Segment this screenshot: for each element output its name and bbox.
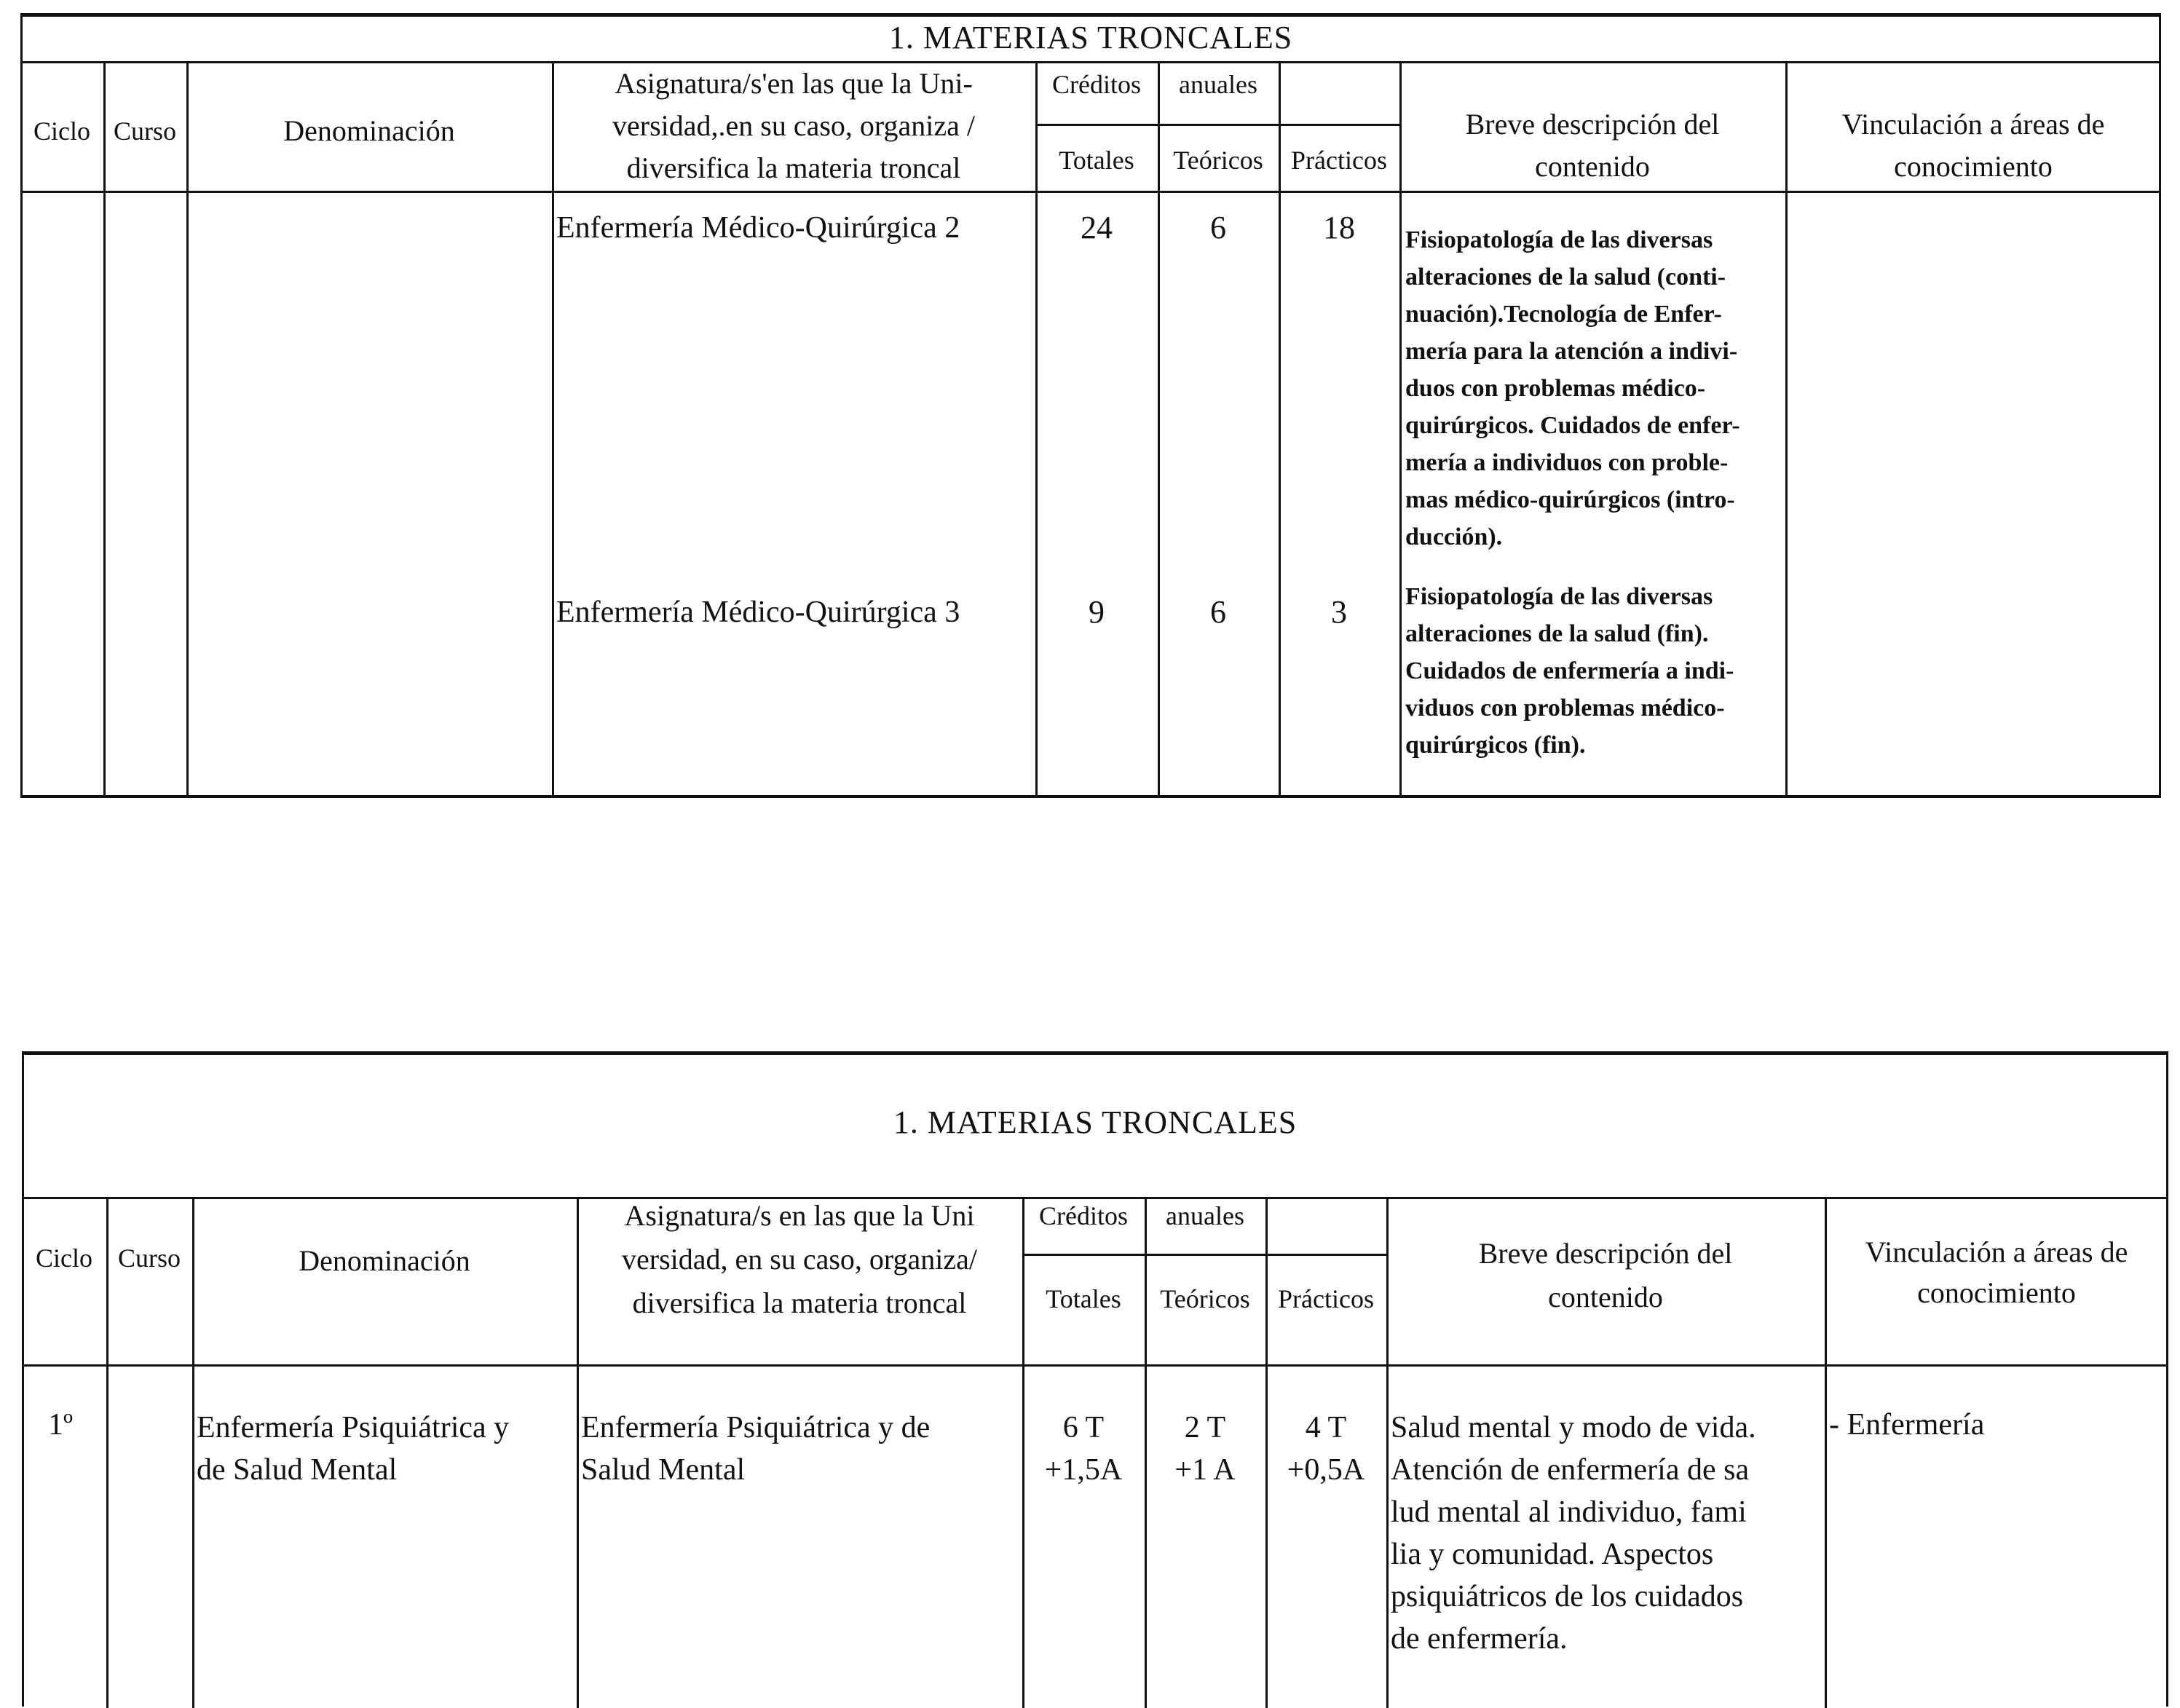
descripcion-cell: Fisiopatología de las diversas alteraciones de la salud (conti- nuación).Tecnología de Enfer- mería para la atención a indivi- duos con problemas médico- quirúrgicos. Cuidados de enfer- mería a individuos con proble- mas médico-quirúrgicos (intro- ducción).	[1405, 226, 1740, 550]
denominacion-cell: Enfermería Psiquiátrica y de Salud Mental	[197, 1411, 510, 1487]
header-descripcion: Breve descripción del contenido	[1478, 1237, 1733, 1313]
teoricos-cell: 2 T +1 A	[1174, 1411, 1236, 1487]
teoricos-cell: 6	[1210, 594, 1226, 630]
table-title: 1. MATERIAS TRONCALES	[888, 20, 1293, 55]
asignatura-cell: Enfermería Psiquiátrica y de Salud Mental	[581, 1411, 931, 1487]
header-practicos: Prácticos	[1278, 1284, 1374, 1313]
header-totales: Totales	[1046, 1284, 1121, 1313]
divider	[1022, 1254, 1386, 1256]
header-asignatura: Asignatura/s'en las que la Uni- versidad,.en su caso, organiza / diversifica la materia troncal	[612, 67, 975, 184]
table-1-bottom-border	[20, 795, 2161, 798]
totales-cell: 6 T +1,5A	[1044, 1411, 1123, 1487]
header-vinculacion: Vinculación a áreas de conocimiento	[1865, 1235, 2128, 1309]
header-creditos: Créditos	[1052, 70, 1141, 99]
header-curso: Curso	[113, 116, 176, 146]
asignatura-cell: Enfermería Médico-Quirúrgica 2	[556, 211, 960, 245]
practicos-cell: 3	[1331, 594, 1347, 630]
totales-cell: 9	[1089, 594, 1105, 630]
practicos-cell: 4 T +0,5A	[1287, 1411, 1365, 1487]
practicos-cell: 18	[1323, 210, 1355, 245]
header-teoricos: Teóricos	[1173, 146, 1263, 175]
totales-cell: 24	[1081, 210, 1113, 245]
asignatura-cell: Enfermería Médico-Quirúrgica 3	[556, 596, 960, 629]
header-vinculacion: Vinculación a áreas de conocimiento	[1841, 108, 2105, 183]
header-descripcion: Breve descripción del contenido	[1465, 108, 1720, 183]
ciclo-cell: 1º	[48, 1408, 74, 1442]
header-teoricos: Teóricos	[1160, 1284, 1250, 1313]
table-title: 1. MATERIAS TRONCALES	[893, 1104, 1298, 1140]
divider	[22, 1364, 2168, 1367]
header-practicos: Prácticos	[1291, 146, 1387, 175]
divider	[186, 61, 189, 796]
divider	[20, 191, 2161, 193]
header-ciclo: Ciclo	[36, 1244, 92, 1273]
divider	[103, 61, 106, 796]
header-creditos: Créditos	[1039, 1201, 1128, 1230]
header-denominacion: Denominación	[299, 1244, 470, 1277]
table-materias-troncales-2	[22, 1051, 2168, 1707]
header-totales: Totales	[1059, 146, 1134, 175]
header-anuales: anuales	[1166, 1201, 1244, 1230]
descripcion-cell: Salud mental y modo de vida. Atención de enfermería de sa lud mental al individuo, fami lia y comunidad. Aspectos psiquiátricos de los cuidados de enfermería.	[1391, 1411, 1756, 1656]
header-ciclo: Ciclo	[33, 116, 90, 146]
descripcion-cell: Fisiopatología de las diversas alteraciones de la salud (fin). Cuidados de enfermería a indi- viduos con problemas médico- quirúrgicos (fin).	[1405, 583, 1734, 759]
header-denominacion: Denominación	[283, 114, 455, 147]
vinculacion-cell: - Enfermería	[1829, 1408, 1985, 1442]
teoricos-cell: 6	[1210, 210, 1226, 245]
header-curso: Curso	[117, 1244, 181, 1273]
header-asignatura: Asignatura/s en las que la Uni versidad, en su caso, organiza/ diversifica la materia troncal	[622, 1199, 977, 1319]
header-anuales: anuales	[1179, 70, 1257, 99]
divider	[1035, 124, 1399, 126]
